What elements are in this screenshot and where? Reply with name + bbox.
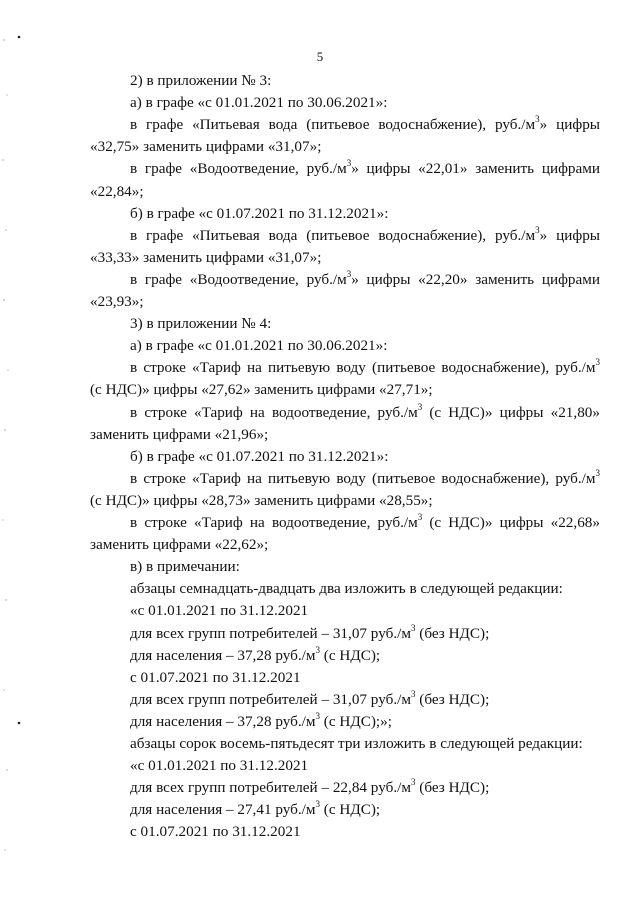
text-line: в графе «Водоотведение, $руб./м^3$» цифры «22,20» заменить цифрами bbox=[130, 268, 600, 288]
text-line: абзацы семнадцать-двадцать два изложить в следующей редакции: bbox=[130, 580, 563, 598]
text-line: в строке «Тариф на питьевую воду (питьевое водоснабжение), $руб./м^3$ bbox=[130, 357, 600, 377]
text-line: для населения – 27,41 $руб./м^3$ (с НДС); bbox=[130, 799, 381, 819]
text-line: «с 01.01.2021 по 31.12.2021 bbox=[130, 757, 309, 775]
page-number: 5 bbox=[316, 49, 324, 64]
text-line: для всех групп потребителей – 31,07 $руб./м^3$ (без НДС); bbox=[130, 688, 490, 708]
text-line: в) в примечании: bbox=[130, 558, 240, 576]
text-line: «с 01.01.2021 по 31.12.2021 bbox=[130, 602, 309, 620]
text-line: в графе «Питьевая вода (питьевое водоснабжение), $руб./м^3$» цифры bbox=[130, 114, 600, 134]
text-line: «32,75» заменить цифрами «31,07»; bbox=[90, 138, 322, 156]
text-line: в графе «Водоотведение, $руб./м^3$» цифры «22,01» заменить цифрами bbox=[130, 158, 600, 178]
text-line: «22,84»; bbox=[90, 182, 144, 200]
text-line: для всех групп потребителей – 22,84 $руб./м^3$ (без НДС); bbox=[130, 777, 490, 797]
text-line: б) в графе «с 01.07.2021 по 31.12.2021»: bbox=[130, 204, 389, 222]
text-line: б) в графе «с 01.07.2021 по 31.12.2021»: bbox=[130, 447, 389, 465]
text-line: для всех групп потребителей – 31,07 $руб./м^3$ (без НДС); bbox=[130, 622, 490, 642]
text-line: для населения – 37,28 $руб./м^3$ (с НДС); bbox=[130, 644, 381, 664]
scan-edge-artifact bbox=[0, 0, 22, 905]
text-line: в строке «Тариф на водоотведение, $руб./м^3$ (с НДС)» цифры «21,80» bbox=[130, 401, 600, 421]
text-line: в строке «Тариф на питьевую воду (питьевое водоснабжение), $руб./м^3$ bbox=[130, 467, 600, 487]
text-line: а) в графе «с 01.01.2021 по 30.06.2021»: bbox=[130, 337, 388, 355]
text-line: с 01.07.2021 по 31.12.2021 bbox=[130, 668, 301, 686]
text-line: (с НДС)» цифры «27,62» заменить цифрами «27,71»; bbox=[90, 381, 433, 399]
text-line: для населения – 37,28 $руб./м^3$ (с НДС);»; bbox=[130, 710, 392, 730]
text-line: с 01.07.2021 по 31.12.2021 bbox=[130, 823, 301, 841]
text-line: «33,33» заменить цифрами «31,07»; bbox=[90, 248, 322, 266]
text-line: заменить цифрами «21,96»; bbox=[90, 425, 269, 443]
text-line: 3) в приложении № 4: bbox=[130, 315, 272, 333]
text-line: (с НДС)» цифры «28,73» заменить цифрами «28,55»; bbox=[90, 491, 433, 509]
text-line: 2) в приложении № 3: bbox=[130, 72, 272, 89]
text-line: заменить цифрами «22,62»; bbox=[90, 536, 269, 554]
text-line: абзацы сорок восемь-пятьдесят три изложить в следующей редакции: bbox=[130, 735, 583, 752]
text-line: «23,93»; bbox=[90, 293, 144, 310]
text-line: в графе «Питьевая вода (питьевое водоснабжение), $руб./м^3$» цифры bbox=[130, 224, 600, 244]
text-line: а) в графе «с 01.01.2021 по 30.06.2021»: bbox=[130, 94, 388, 112]
text-line: в строке «Тариф на водоотведение, $руб./м^3$ (с НДС)» цифры «22,68» bbox=[130, 512, 600, 531]
